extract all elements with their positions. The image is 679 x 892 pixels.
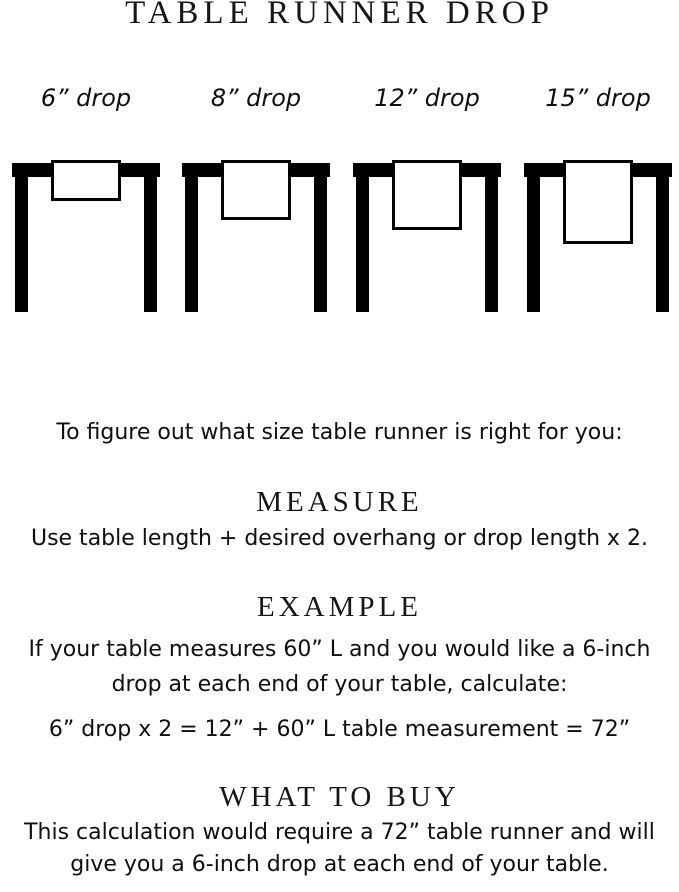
example-formula: 6” drop x 2 = 12” + 60” L table measurement = 72”	[48, 717, 631, 742]
table-leg-right	[485, 163, 498, 312]
table-runner	[51, 160, 121, 201]
table-runner	[392, 160, 462, 230]
what-to-buy-body	[0, 817, 679, 881]
table-leg-left	[185, 163, 198, 312]
example-body	[0, 632, 679, 702]
table-leg-left	[356, 163, 369, 312]
text-line: If your table measures 60” L and you would like a 6-inch	[28, 637, 651, 662]
table-figure	[182, 163, 330, 312]
drop-label: 6” drop	[40, 84, 132, 112]
table-runner	[563, 160, 633, 244]
drop-label: 15” drop	[545, 84, 651, 112]
table-leg-left	[15, 163, 28, 312]
page-title: TABLE RUNNER DROP	[125, 0, 554, 31]
table-drop-diagram	[0, 0, 679, 430]
table-leg-right	[656, 163, 669, 312]
table-leg-left	[527, 163, 540, 312]
table-figure	[12, 163, 160, 312]
what-to-buy-heading: WHAT TO BUY	[219, 781, 460, 813]
text-line: This calculation would require a 72” table runner and will	[24, 820, 655, 845]
drop-label: 12” drop	[374, 84, 480, 112]
table-runner	[221, 160, 291, 220]
example-heading: EXAMPLE	[257, 591, 422, 623]
table-leg-right	[314, 163, 327, 312]
text-line: Use table length + desired overhang or drop length x 2.	[30, 526, 649, 551]
table-figure	[524, 163, 672, 312]
table-leg-right	[144, 163, 157, 312]
table-figure	[353, 163, 501, 312]
measure-heading: MEASURE	[256, 486, 423, 518]
measure-body	[0, 526, 679, 552]
drop-label: 8” drop	[210, 84, 302, 112]
intro-text: To figure out what size table runner is right for you:	[56, 420, 623, 445]
text-line: give you a 6-inch drop at each end of your table.	[70, 852, 609, 877]
text-line: drop at each end of your table, calculate:	[111, 672, 568, 697]
